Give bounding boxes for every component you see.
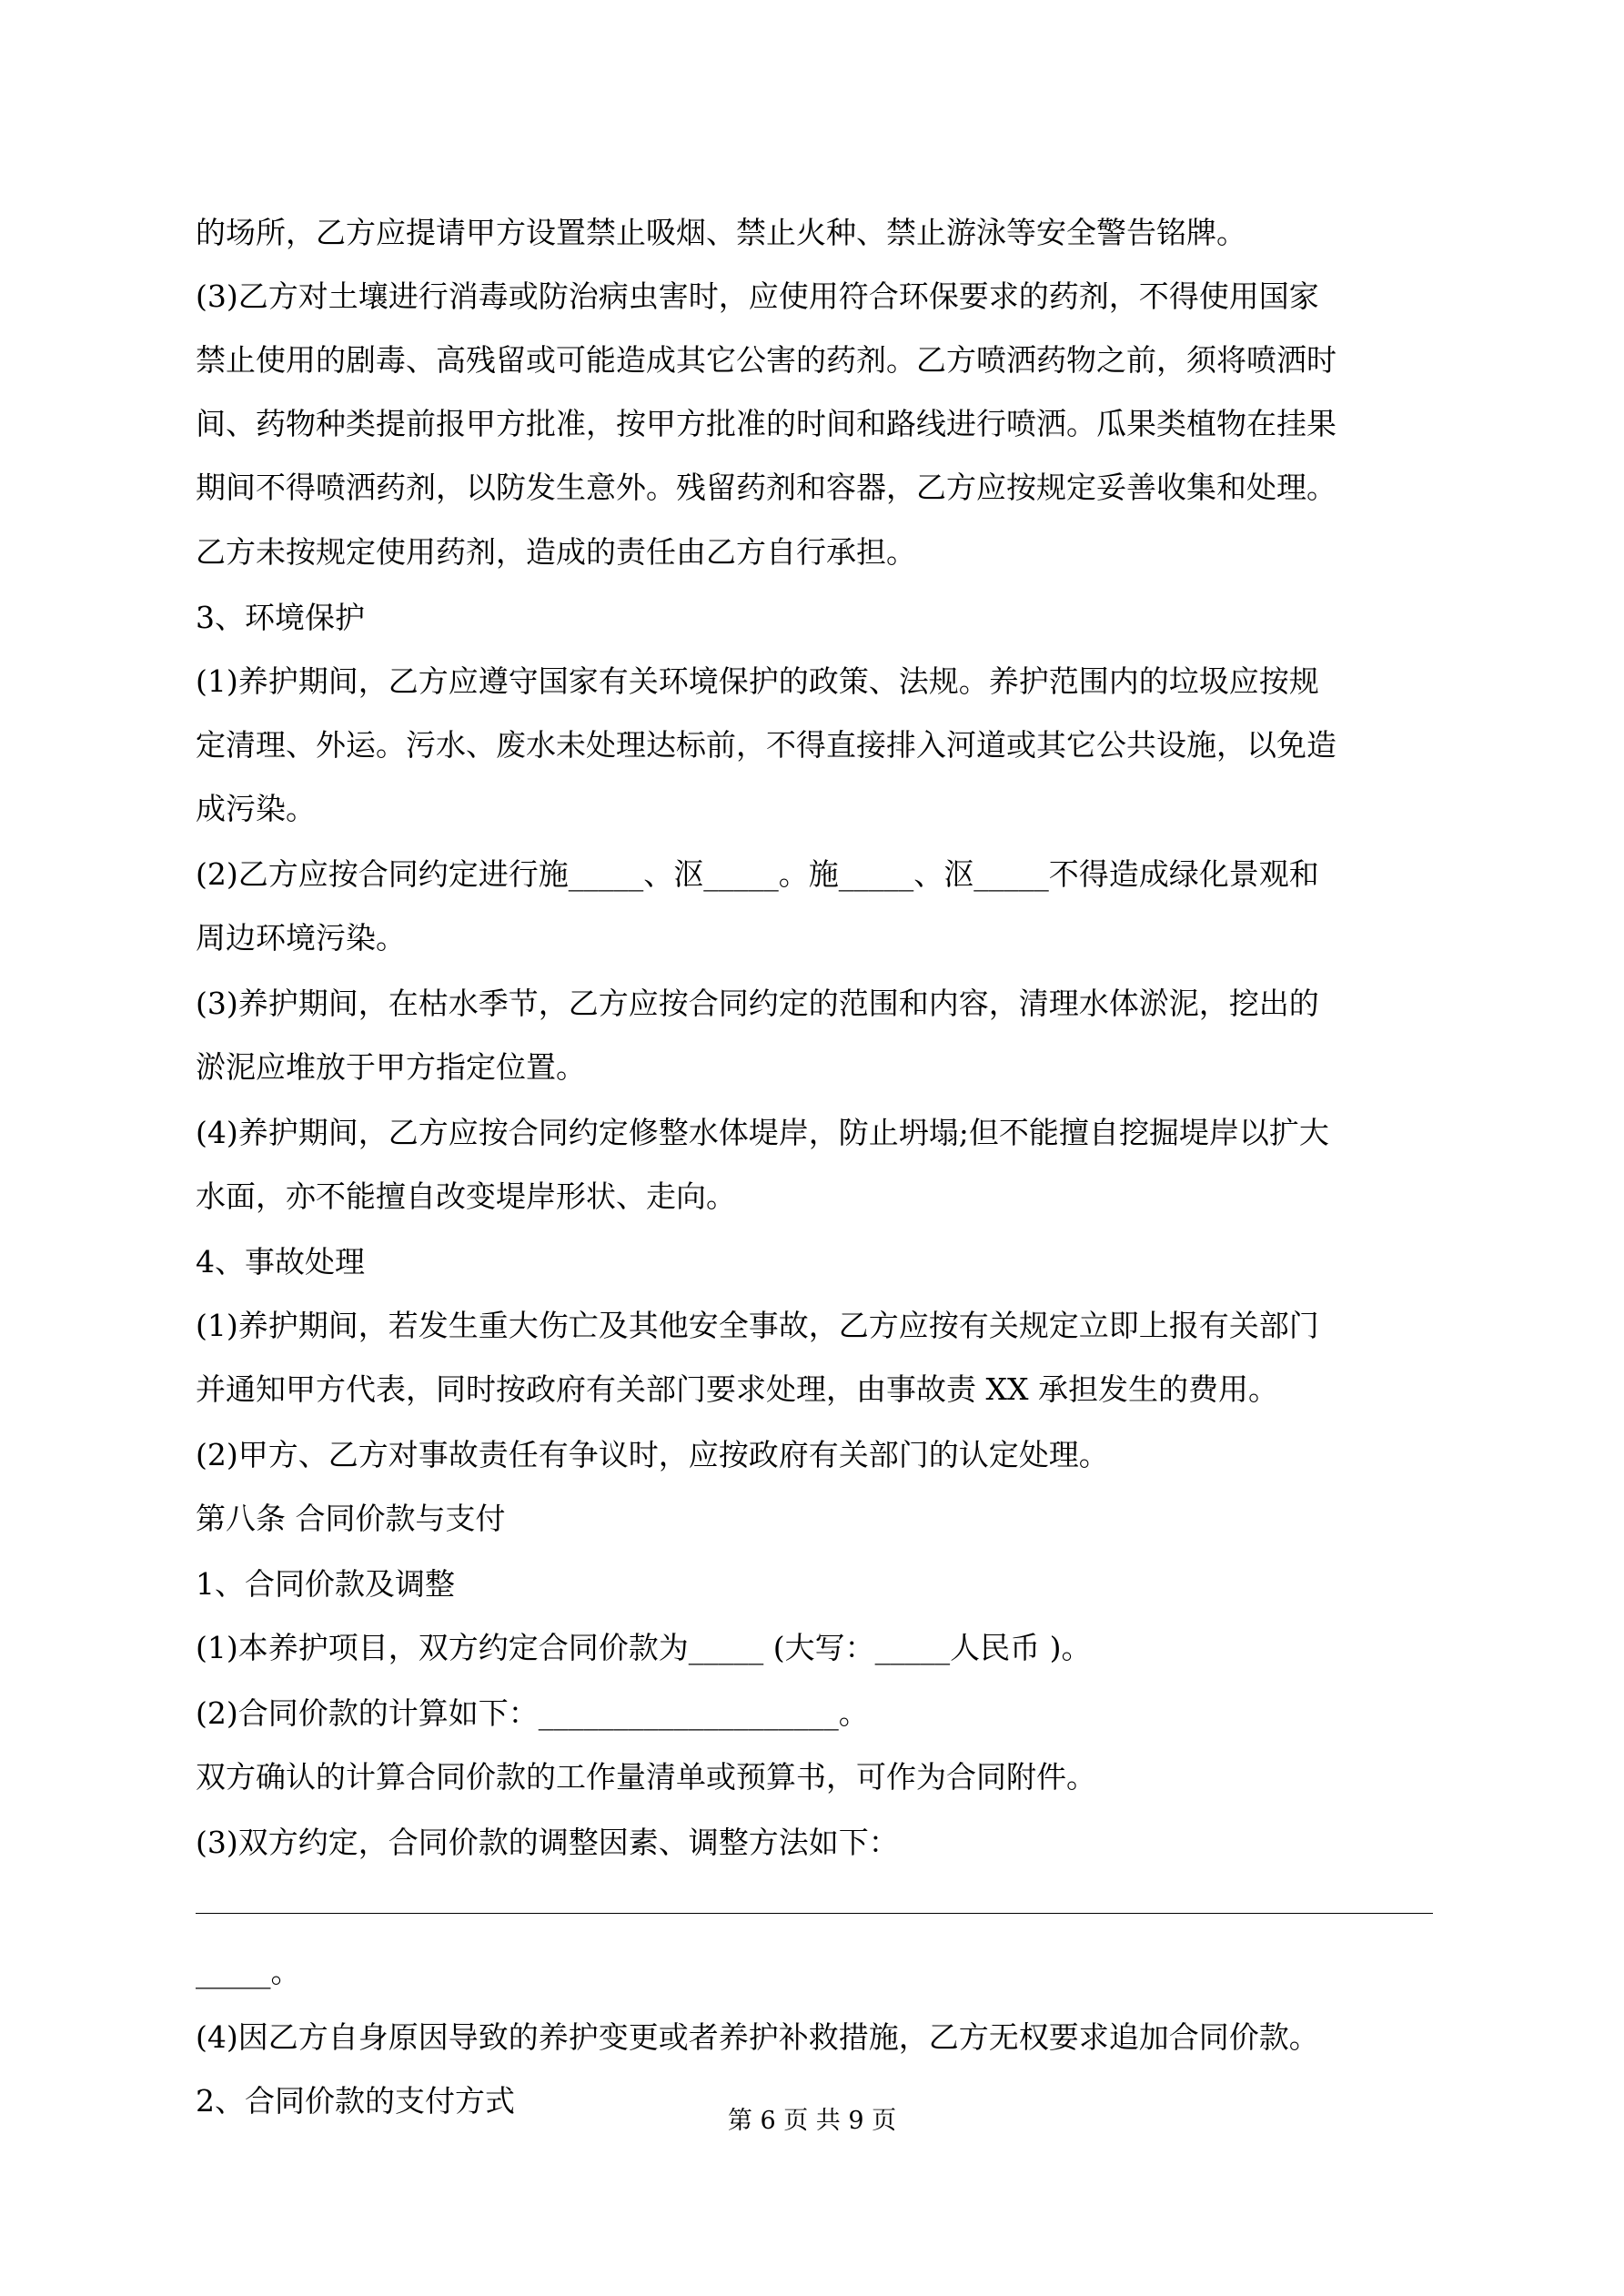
text-line-11: (2)乙方应按合同约定进行施_____、沤_____。施_____、沤_____不得造成绿化景观和	[196, 856, 1319, 892]
text-line-9: 定清理、外运。污水、废水未处理达标前，不得直接排入河道或其它公共设施，以免造	[196, 727, 1337, 763]
text-line-28: (4)因乙方自身原因导致的养护变更或者养护补救措施，乙方无权要求追加合同价款。	[196, 2019, 1319, 2055]
text-line-4: 间、药物种类提前报甲方批准，按甲方批准的时间和路线进行喷洒。瓜果类植物在挂果	[196, 406, 1337, 441]
section-heading: 1、合同价款及调整	[196, 1566, 455, 1602]
text-line-15: (4)养护期间，乙方应按合同约定修整水体堤岸，防止坍塌;但不能擅自挖掘堤岸以扩大	[196, 1115, 1329, 1150]
text-line-13: (3)养护期间，在枯水季节，乙方应按合同约定的范围和内容，清理水体淤泥，挖出的	[196, 986, 1319, 1021]
section-heading: 3、环境保护	[196, 600, 365, 635]
text-line-8: (1)养护期间，乙方应遵守国家有关环境保护的政策、法规。养护范围内的垃圾应按规	[196, 663, 1319, 699]
text-line-12: 周边环境污染。	[196, 920, 406, 956]
text-line-16: 水面，亦不能擅自改变堤岸形状、走向。	[196, 1178, 736, 1214]
section-heading: 4、事故处理	[196, 1244, 365, 1279]
article-heading: 第八条 合同价款与支付	[196, 1501, 506, 1536]
page-number: 第 6 页 共 9 页	[727, 2107, 897, 2135]
text-line-2: (3)乙方对土壤进行消毒或防治病虫害时，应使用符合环保要求的药剂，不得使用国家	[196, 278, 1319, 314]
text-line-5: 期间不得喷洒药剂，以防发生意外。残留药剂和容器，乙方应按规定妥善收集和处理。	[196, 470, 1337, 505]
text-line-3: 禁止使用的剧毒、高残留或可能造成其它公害的药剂。乙方喷洒药物之前，须将喷洒时	[196, 342, 1337, 378]
text-line-1: 的场所，乙方应提请甲方设置禁止吸烟、禁止火种、禁止游泳等安全警告铭牌。	[196, 215, 1246, 250]
text-line-19: 并通知甲方代表，同时按政府有关部门要求处理，由事故责 XX 承担发生的费用。	[196, 1371, 1278, 1407]
text-line-14: 淤泥应堆放于甲方指定位置。	[196, 1049, 586, 1085]
text-line-27: _____。	[196, 1954, 301, 1989]
fill-in-blank-rule	[196, 1913, 1433, 1914]
text-line-20: (2)甲方、乙方对事故责任有争议时，应按政府有关部门的认定处理。	[196, 1437, 1109, 1472]
text-line-6: 乙方未按规定使用药剂，造成的责任由乙方自行承担。	[196, 534, 916, 570]
text-line-24: (2)合同价款的计算如下：____________________。	[196, 1695, 869, 1731]
text-line-10: 成污染。	[196, 791, 316, 826]
text-line-26: (3)双方约定，合同价款的调整因素、调整方法如下：	[196, 1825, 899, 1860]
text-line-25: 双方确认的计算合同价款的工作量清单或预算书，可作为合同附件。	[196, 1759, 1096, 1795]
text-line-23: (1)本养护项目，双方约定合同价款为_____ (大写：_____人民币 )。	[196, 1630, 1092, 1665]
text-line-18: (1)养护期间，若发生重大伤亡及其他安全事故，乙方应按有关规定立即上报有关部门	[196, 1308, 1319, 1343]
section-heading: 2、合同价款的支付方式	[196, 2083, 515, 2119]
